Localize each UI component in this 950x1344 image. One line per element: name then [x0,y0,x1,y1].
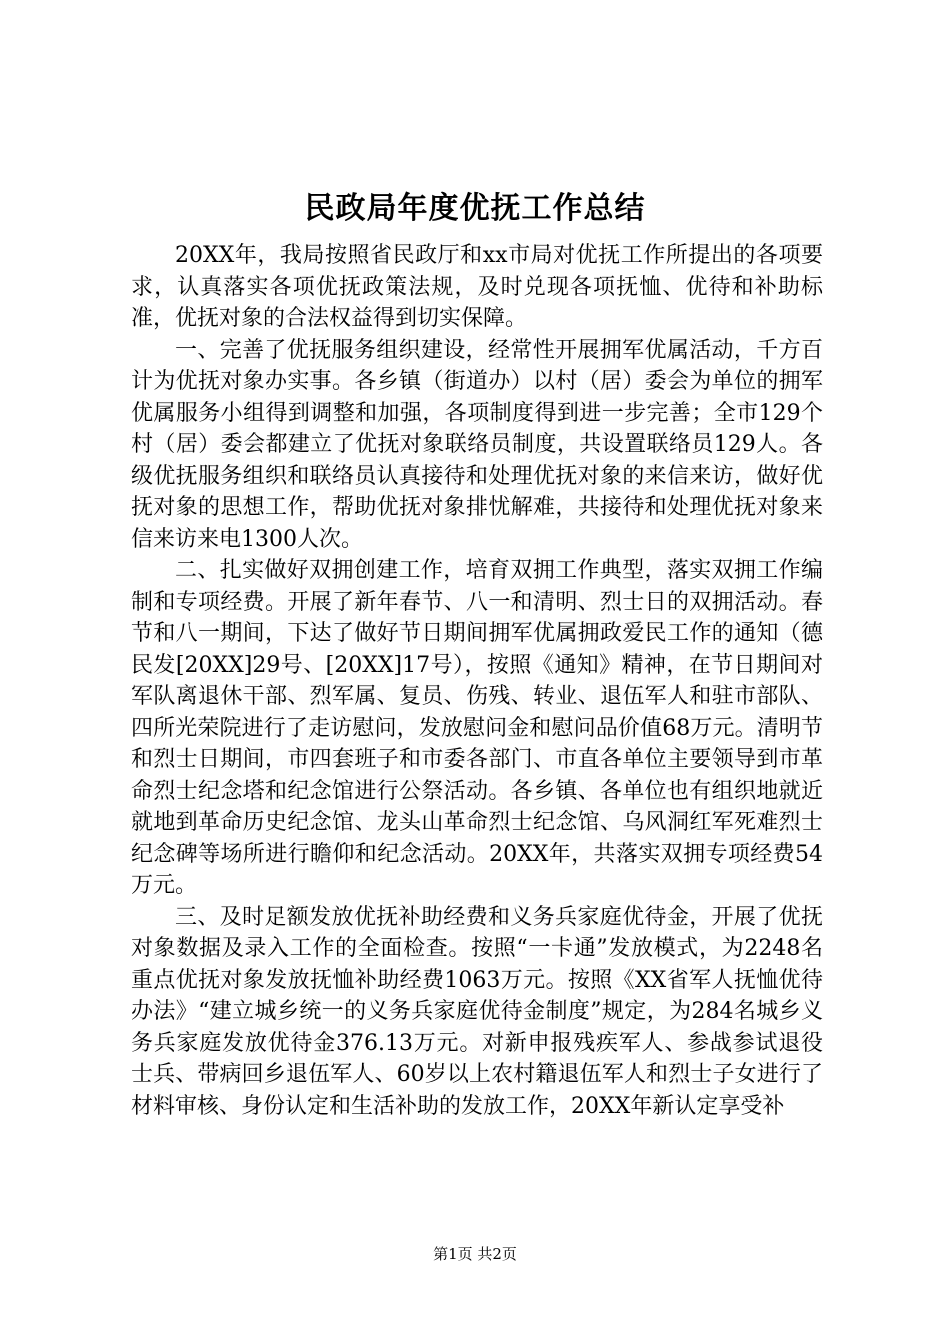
page-number-footer: 第1页 共2页 [433,1245,517,1263]
paragraph-intro: 20XX年，我局按照省民政厅和xx市局对优抚工作所提出的各项要求，认真落实各项优抚政策法规，及时兑现各项抚恤、优待和补助标准，优抚对象的合法权益得到切实保障。 [131,243,823,331]
document-title: 民政局年度优抚工作总结 [304,191,646,226]
paragraph-section-1: 一、完善了优抚服务组织建设，经常性开展拥军优属活动，千方百计为优抚对象办实事。各乡镇（街道办）以村（居）委会为单位的拥军优属服务小组得到调整和加强，各项制度得到进一步完善；全市129个村（居）委会都建立了优抚对象联络员制度，共设置联络员129人。各级优抚服务组织和联络员认真接待和处理优抚对象的来信来访，做好优抚对象的思想工作，帮助优抚对象排忧解难，共接待和处理优抚对象来信来访来电1300人次。 [131,337,823,552]
document-body [131,240,823,1122]
paragraph-section-2: 二、扎实做好双拥创建工作，培育双拥工作典型，落实双拥工作编制和专项经费。开展了新年春节、八一和清明、烈士日的双拥活动。春节和八一期间，下达了做好节日期间拥军优属拥政爱民工作的通知（德民发[20XX]29号、[20XX]17号），按照《通知》精神，在节日期间对军队离退休干部、烈军属、复员、伤残、转业、退伍军人和驻市部队、四所光荣院进行了走访慰问，发放慰问金和慰问品价值68万元。清明节和烈士日期间，市四套班子和市委各部门、市直各单位主要领导到市革命烈士纪念塔和纪念馆进行公祭活动。各乡镇、各单位也有组织地就近就地到革命历史纪念馆、龙头山革命烈士纪念馆、乌风洞红军死难烈士纪念碑等场所进行瞻仰和纪念活动。20XX年，共落实双拥专项经费54万元。 [131,558,823,898]
paragraph-section-3: 三、及时足额发放优抚补助经费和义务兵家庭优待金，开展了优抚对象数据及录入工作的全面检查。按照“一卡通”发放模式，为2248名重点优抚对象发放抚恤补助经费1063万元。按照《XX省军人抚恤优待办法》“建立城乡统一的义务兵家庭优待金制度”规定，为284名城乡义务兵家庭发放优待金376.13万元。对新申报残疾军人、参战参试退役士兵、带病回乡退伍军人、60岁以上农村籍退伍军人和烈士子女进行了材料审核、身份认定和生活补助的发放工作，20XX年新认定享受补 [131,904,823,1119]
